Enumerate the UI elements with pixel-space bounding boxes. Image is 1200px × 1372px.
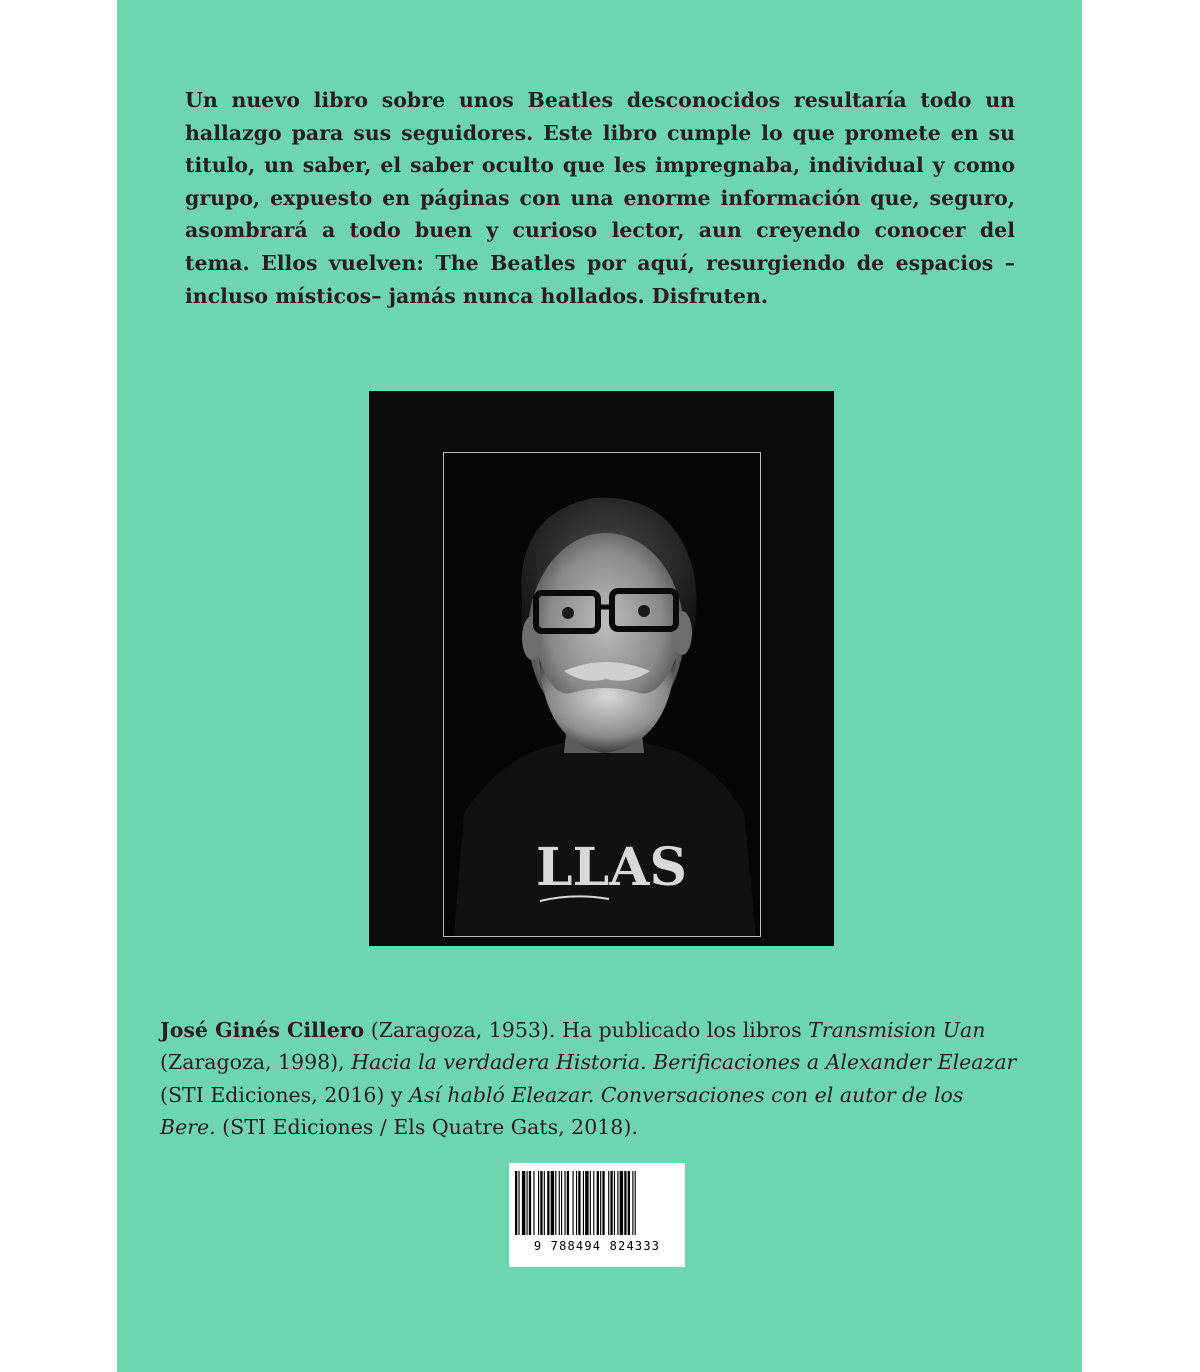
author-photo-frame [369,391,834,946]
barcode-bar [555,1171,556,1235]
author-bio [160,1014,1020,1144]
barcode-bar [617,1171,618,1235]
barcode-bar [564,1171,565,1235]
barcode-bar [593,1171,594,1235]
barcode-bar [610,1171,612,1235]
barcode-bar [600,1171,601,1235]
barcode-bar [632,1171,633,1235]
book-title-2: Hacia la verdadera Historia. Berificaciones a Alexander Eleazar [351,1050,1017,1075]
barcode-bar [540,1171,542,1235]
barcode-bar [573,1171,574,1235]
bio-text-4: (STI Ediciones / Els Quatre Gats, 2018). [215,1115,638,1140]
author-portrait-illustration [444,453,760,936]
barcode-bar [515,1171,517,1235]
book-blurb: Un nuevo libro sobre unos Beatles desconocidos resultaría todo un hallazgo para sus seguidores. Este libro cumple lo que promete en su titulo, un saber, el saber oculto que les impregnaba, individual y como grupo, expuesto en páginas con una enorme información que, seguro, asombrará a todo buen y curioso lector, aun creyendo conocer del tema. Ellos vuelven: The Beatles por aquí, resurgiendo de espacios –incluso místicos– jamás nunca hollados. Disfruten. [185,88,1015,308]
barcode-bar [538,1171,539,1235]
author-name: José Ginés Cillero [160,1018,365,1042]
barcode-bar [518,1171,519,1235]
barcode-bar [567,1171,569,1235]
barcode-bar [578,1171,580,1235]
barcode-bar [576,1171,577,1235]
barcode-bar [585,1171,588,1235]
barcode-bar [614,1171,615,1235]
book-title-1: Transmision Uan [808,1018,986,1042]
barcode-bar [590,1171,591,1235]
barcode-bar [533,1171,534,1235]
barcode-bar [529,1171,531,1235]
barcode-bar [551,1171,554,1235]
bio-text-1: (Zaragoza, 1953). Ha publicado los libros [364,1018,809,1042]
barcode-bar [597,1171,599,1235]
barcode-bar [624,1171,626,1235]
barcode-bar [561,1171,562,1235]
barcode-bar [620,1171,623,1235]
author-photo [443,452,761,937]
barcode-bar [635,1171,636,1235]
isbn-barcode [509,1163,685,1267]
barcode-bar [628,1171,630,1235]
barcode-bar [544,1171,545,1235]
barcode-bar [602,1171,604,1235]
shirt-print-text: LLAS [536,837,688,898]
barcode-bar [522,1171,525,1235]
barcode-bar [583,1171,584,1235]
book-title-3: Así habló Eleazar. Conversaciones con el autor de los Bere. [160,1082,964,1140]
bio-text-3: (STI Ediciones, 2016) y [160,1082,410,1107]
barcode-bar [559,1171,560,1235]
bio-text-2: (Zaragoza, 1998), [160,1050,352,1075]
barcode-bars [509,1163,685,1237]
book-back-cover [117,0,1082,1372]
barcode-bar [608,1171,609,1235]
barcode-bar [527,1171,528,1235]
barcode-bar [547,1171,549,1235]
isbn-number: 9 788494 824333 [533,1239,661,1253]
